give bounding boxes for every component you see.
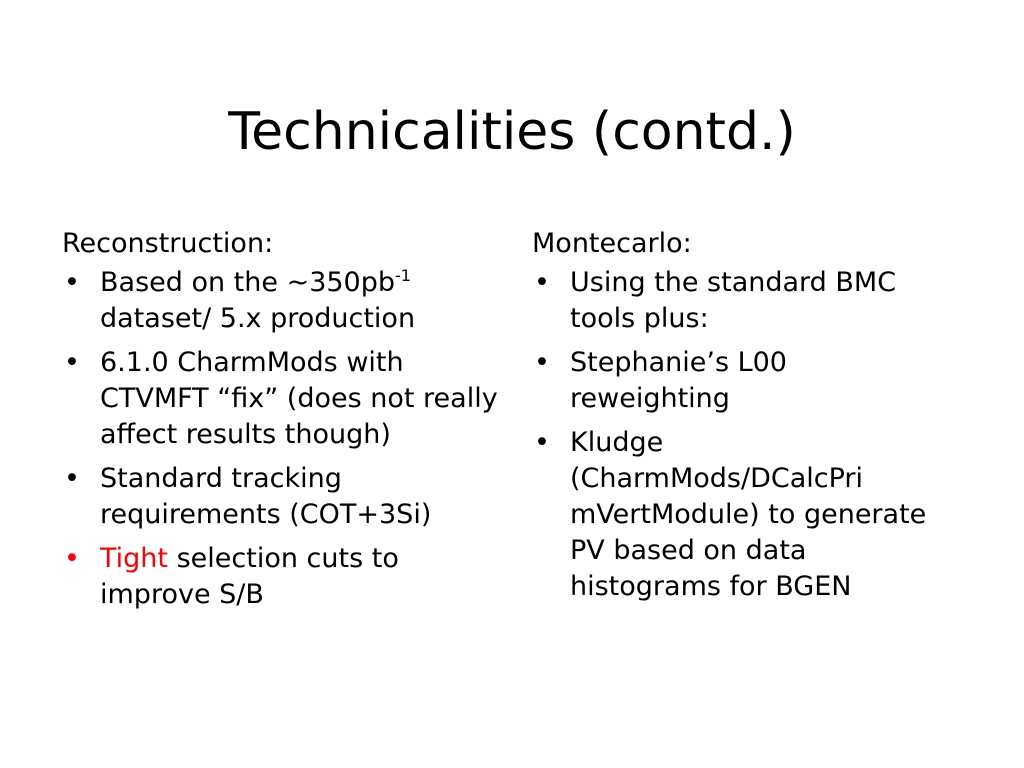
bullet-text-suffix: dataset/ 5.x production [100, 303, 416, 334]
bullet-text-prefix: Based on the ~350pb [100, 267, 396, 298]
right-bullet-list [532, 265, 952, 605]
list-item [62, 265, 502, 337]
bullet-marker: • [534, 347, 550, 378]
bullet-marker: • [534, 427, 550, 458]
bullet-marker-highlighted: • [64, 543, 80, 574]
right-column [532, 226, 952, 613]
list-item [532, 425, 952, 605]
bullet-marker: • [64, 267, 80, 298]
bullet-marker: • [64, 347, 80, 378]
bullet-text: Kludge (CharmMods/DCalcPri mVertModule) to generate PV based on data histograms for BGEN [570, 427, 927, 602]
bullet-text: Standard tracking requirements (COT+3Si) [100, 463, 432, 530]
left-column-heading: Reconstruction: [62, 228, 274, 259]
list-item [62, 541, 502, 613]
bullet-text: 6.1.0 CharmMods with CTVMFT “fix” (does not really affect results though) [100, 347, 498, 450]
list-item [532, 345, 952, 417]
bullet-marker: • [64, 463, 80, 494]
list-item [532, 265, 952, 337]
bullet-text: selection cuts to improve S/B [100, 543, 399, 610]
bullet-text: Using the standard BMC tools plus: [570, 267, 897, 334]
bullet-text-superscript: -1 [395, 266, 411, 285]
right-column-heading: Montecarlo: [532, 228, 692, 259]
left-column [62, 226, 502, 621]
highlighted-text: Tight [100, 543, 169, 574]
list-item [62, 461, 502, 533]
bullet-text: Stephanie’s L00 reweighting [570, 347, 787, 414]
left-bullet-list [62, 265, 502, 613]
list-item [62, 345, 502, 453]
bullet-marker: • [534, 267, 550, 298]
slide-title: Technicalities (contd.) [228, 102, 796, 162]
